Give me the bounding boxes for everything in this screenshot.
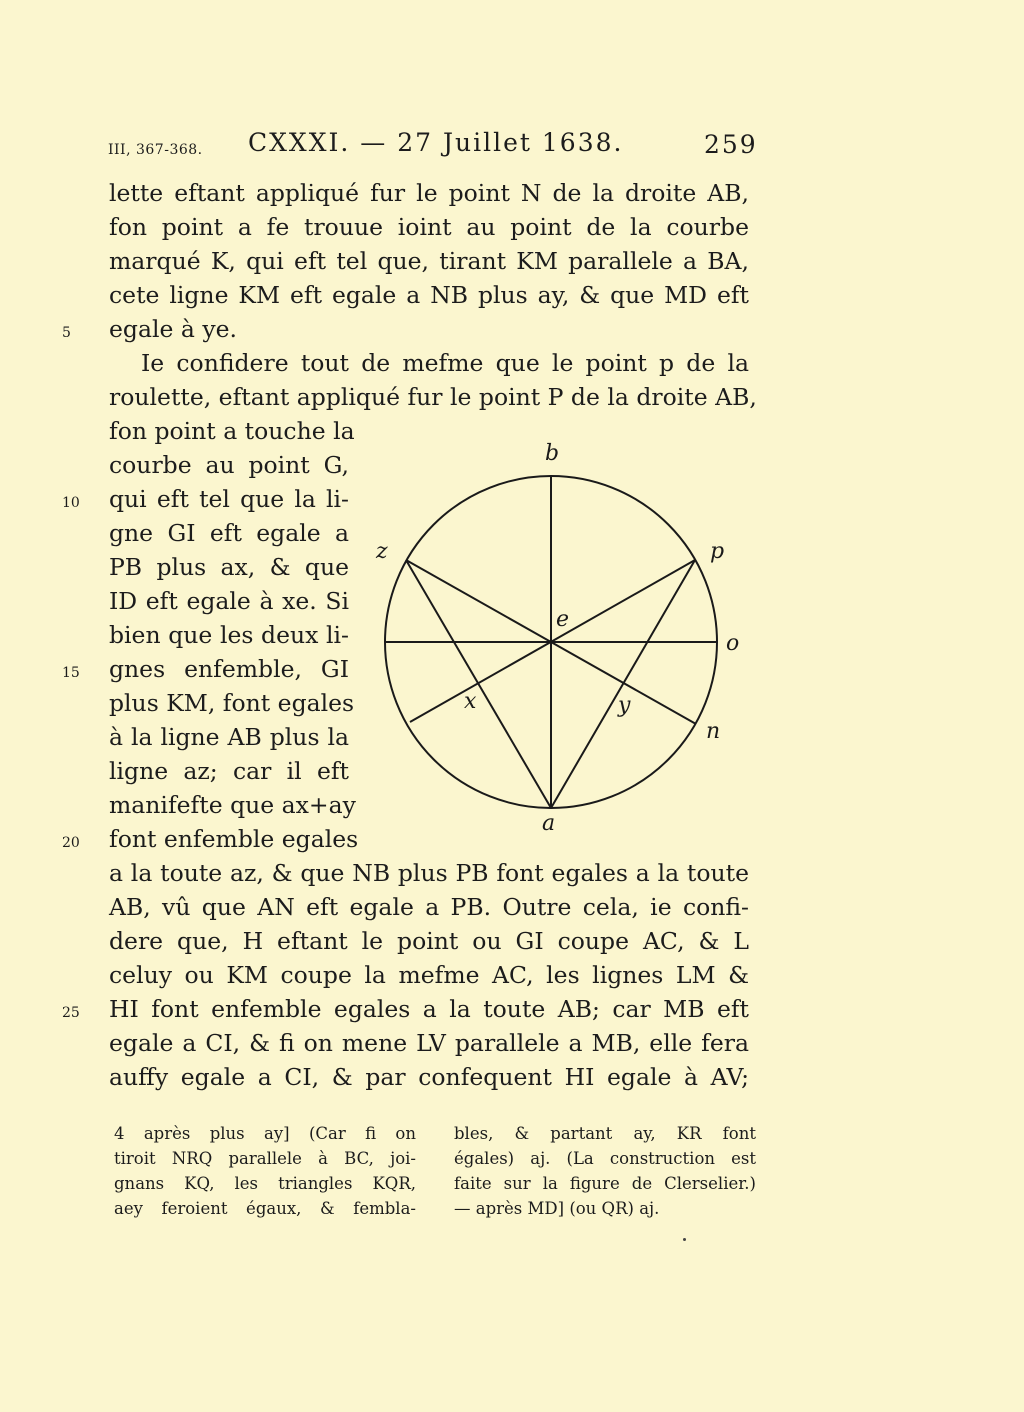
- label-e: e: [556, 607, 570, 632]
- line-p-a: [551, 560, 695, 808]
- label-b: b: [545, 441, 560, 466]
- text-line: fon point a fe trouue ioint au point de la courbe: [109, 213, 749, 241]
- text-line: egale à ye.: [109, 315, 237, 343]
- text-line: HI font enfemble egales a la toute AB; car MB eft: [109, 995, 749, 1023]
- page-number: 259: [704, 130, 758, 159]
- footnote-line: 4 après plus ay] (Car fi on: [114, 1124, 416, 1143]
- text-line: à la ligne AB plus la: [109, 723, 349, 751]
- text-line: a la toute az, & que NB plus PB font egales a la toute: [109, 859, 749, 887]
- volume-reference: III, 367-368.: [108, 142, 203, 158]
- footnote-line: faite sur la figure de Clerselier.): [454, 1174, 756, 1193]
- text-line: lette eftant appliqué fur le point N de la droite AB,: [109, 179, 749, 207]
- text-line: manifefte que ax+ay: [109, 791, 356, 819]
- label-o: o: [726, 631, 740, 656]
- label-x: x: [464, 689, 477, 714]
- text-line: celuy ou KM coupe la mefme AC, les lignes LM &: [109, 961, 749, 989]
- line-number: 20: [62, 835, 80, 851]
- circle-figure: [360, 430, 760, 840]
- line-z-a: [406, 560, 551, 808]
- running-header: [0, 128, 1024, 168]
- text-line: auffy egale a CI, & par confequent HI egale à AV;: [109, 1063, 749, 1091]
- text-line: font enfemble egales: [109, 825, 359, 853]
- text-line: roulette, eftant appliqué fur le point P de la droite AB,: [109, 383, 757, 411]
- label-z: z: [376, 539, 388, 564]
- text-line: cete ligne KM eft egale a NB plus ay, & que MD eft: [109, 281, 749, 309]
- label-y: y: [618, 693, 631, 718]
- text-line: egale a CI, & fi on mene LV parallele a MB, elle fera: [109, 1029, 749, 1057]
- text-line: fon point a touche la: [109, 417, 355, 445]
- footnote-line: — après MD] (ou QR) aj.: [454, 1199, 660, 1218]
- footnote-line: aey feroient égaux, & fembla-: [114, 1199, 416, 1218]
- text-line: ligne az; car il eft: [109, 757, 349, 785]
- line-number: 15: [62, 665, 80, 681]
- text-line: courbe au point G,: [109, 451, 349, 479]
- line-number: 5: [62, 325, 71, 341]
- label-p: p: [710, 539, 725, 564]
- text-line: dere que, H eftant le point ou GI coupe AC, & L: [109, 927, 749, 955]
- line-number: 25: [62, 1005, 80, 1021]
- letter-heading: CXXXI. — 27 Juillet 1638.: [248, 128, 624, 157]
- footnote-line: égales) aj. (La construction est: [454, 1149, 756, 1168]
- label-n: n: [706, 719, 721, 744]
- label-a: a: [542, 811, 556, 836]
- footnote-line: gnans KQ, les triangles KQR,: [114, 1174, 416, 1193]
- text-line: ID eft egale à xe. Si: [109, 587, 349, 615]
- text-line: marqué K, qui eft tel que, tirant KM parallele a BA,: [109, 247, 749, 275]
- text-line: bien que les deux li-: [109, 621, 349, 649]
- footnote-line: bles, & partant ay, KR font: [454, 1124, 756, 1143]
- footnote-line: tiroit NRQ parallele à BC, joi-: [114, 1149, 416, 1168]
- print-speck: [683, 1238, 686, 1241]
- text-line: PB plus ax, & que: [109, 553, 349, 581]
- text-line: gnes enfemble, GI: [109, 655, 349, 683]
- text-line: Ie confidere tout de mefme que le point p de la: [141, 349, 749, 377]
- text-line: qui eft tel que la li-: [109, 485, 349, 513]
- line-number: 10: [62, 495, 80, 511]
- text-line: plus KM, font egales: [109, 689, 355, 717]
- text-line: AB, vû que AN eft egale a PB. Outre cela, ie confi-: [109, 893, 749, 921]
- text-line: gne GI eft egale a: [109, 519, 349, 547]
